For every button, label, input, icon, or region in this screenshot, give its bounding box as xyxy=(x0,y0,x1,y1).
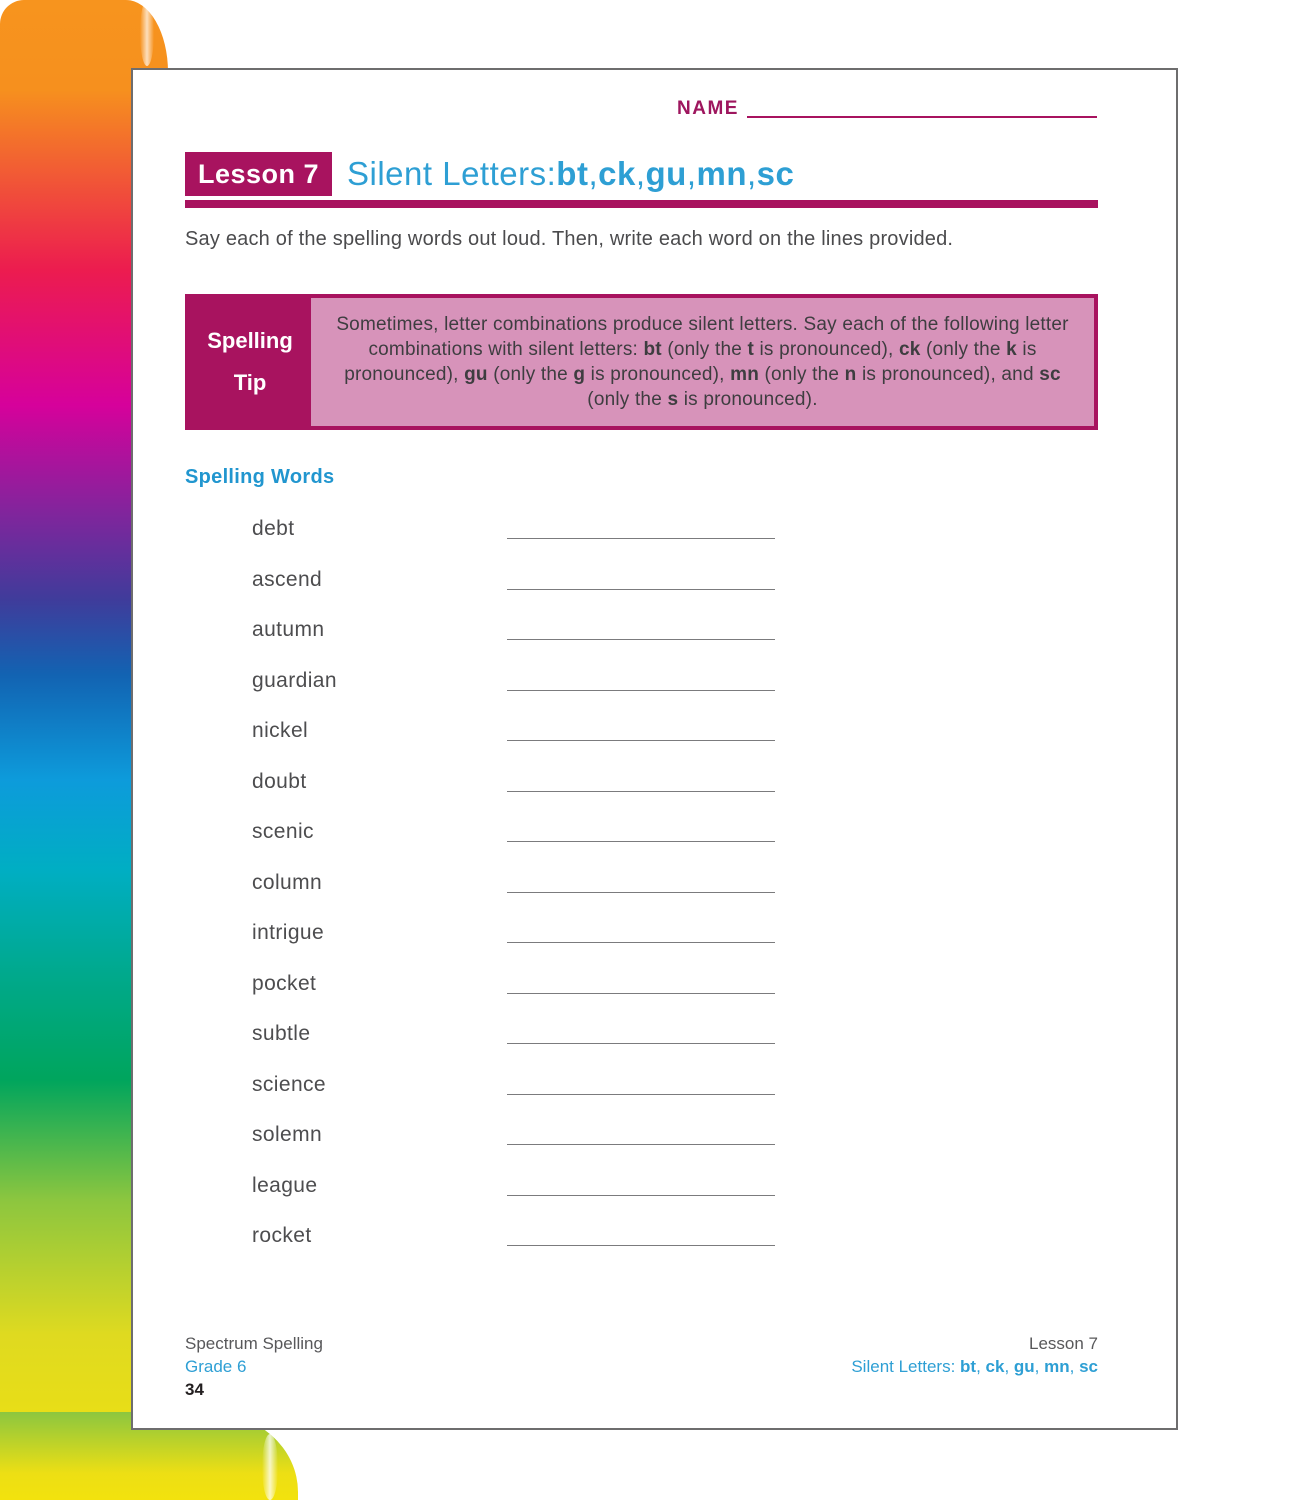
spelling-word: autumn xyxy=(252,618,325,641)
answer-line[interactable] xyxy=(507,1123,775,1145)
word-row xyxy=(252,669,777,720)
spine-gloss-bottom xyxy=(262,1434,278,1500)
spelling-tip-label xyxy=(189,298,311,426)
word-row xyxy=(252,1174,777,1225)
spelling-word: league xyxy=(252,1173,318,1197)
answer-line[interactable] xyxy=(507,669,775,691)
spelling-word: intrigue xyxy=(252,921,325,944)
word-row xyxy=(252,1224,777,1275)
spelling-tip-box xyxy=(185,294,1098,430)
word-row xyxy=(252,517,777,568)
word-row xyxy=(252,921,777,972)
word-row xyxy=(252,618,777,669)
footer-book-title: Spectrum Spelling xyxy=(185,1334,323,1353)
answer-line[interactable] xyxy=(507,871,775,893)
spelling-word: column xyxy=(252,870,323,894)
title-rule xyxy=(185,200,1098,208)
lesson-title: Silent Letters: bt , ck , gu , mn , sc xyxy=(347,155,795,192)
spelling-tip-label-line2: Tip xyxy=(233,370,267,395)
spine-gloss-top xyxy=(140,0,154,66)
answer-line[interactable] xyxy=(507,719,775,741)
word-row xyxy=(252,972,777,1023)
spelling-tip-text: Sometimes, letter combinations produce silent letters. Say each of the following letter combinations with silent letters: bt (only the t is pronounced), ck (only the k is pronounced), gu (only the g is pronounced), mn (only the n is pronounced), and sc (only the s is pronounced). xyxy=(336,314,1069,410)
spelling-word: guardian xyxy=(252,668,337,692)
spelling-tip-label-line1: Spelling xyxy=(207,328,293,353)
footer-lesson-subtitle: Silent Letters: bt, ck, gu, mn, sc xyxy=(851,1357,1098,1376)
spelling-word-list xyxy=(252,517,777,1275)
spelling-word: rocket xyxy=(252,1224,312,1247)
answer-line[interactable] xyxy=(507,618,775,640)
spelling-word: scenic xyxy=(252,820,314,843)
word-row xyxy=(252,871,777,922)
name-label: NAME xyxy=(677,98,739,119)
answer-line[interactable] xyxy=(507,770,775,792)
spelling-word: nickel xyxy=(252,719,309,742)
instruction-text: Say each of the spelling words out loud. Then, write each word on the lines provided. xyxy=(185,228,954,250)
word-row xyxy=(252,719,777,770)
answer-line[interactable] xyxy=(507,972,775,994)
spelling-word: science xyxy=(252,1072,327,1096)
word-row xyxy=(252,820,777,871)
spelling-tip-body xyxy=(311,298,1094,426)
answer-line[interactable] xyxy=(507,568,775,590)
answer-line[interactable] xyxy=(507,1174,775,1196)
spelling-word: ascend xyxy=(252,567,323,591)
answer-line[interactable] xyxy=(507,921,775,943)
answer-line[interactable] xyxy=(507,517,775,539)
word-row xyxy=(252,770,777,821)
answer-line[interactable] xyxy=(507,1073,775,1095)
page-footer xyxy=(185,1332,1098,1401)
answer-line[interactable] xyxy=(507,820,775,842)
word-row xyxy=(252,1073,777,1124)
footer-left xyxy=(185,1332,323,1401)
word-row xyxy=(252,1022,777,1073)
answer-line[interactable] xyxy=(507,1022,775,1044)
worksheet-page xyxy=(131,68,1178,1430)
footer-grade: Grade 6 xyxy=(185,1357,247,1376)
word-row xyxy=(252,568,777,619)
footer-right xyxy=(851,1332,1098,1401)
name-line[interactable] xyxy=(747,96,1097,118)
spelling-word: doubt xyxy=(252,769,307,793)
word-row xyxy=(252,1123,777,1174)
spelling-words-heading: Spelling Words xyxy=(185,466,335,488)
answer-line[interactable] xyxy=(507,1224,775,1246)
spelling-word: subtle xyxy=(252,1022,311,1045)
spelling-word: pocket xyxy=(252,971,317,995)
spelling-word: debt xyxy=(252,517,295,540)
footer-page-number: 34 xyxy=(185,1380,204,1399)
spelling-word: solemn xyxy=(252,1123,323,1146)
lesson-badge: Lesson 7 xyxy=(185,152,332,196)
footer-lesson: Lesson 7 xyxy=(1029,1334,1098,1353)
